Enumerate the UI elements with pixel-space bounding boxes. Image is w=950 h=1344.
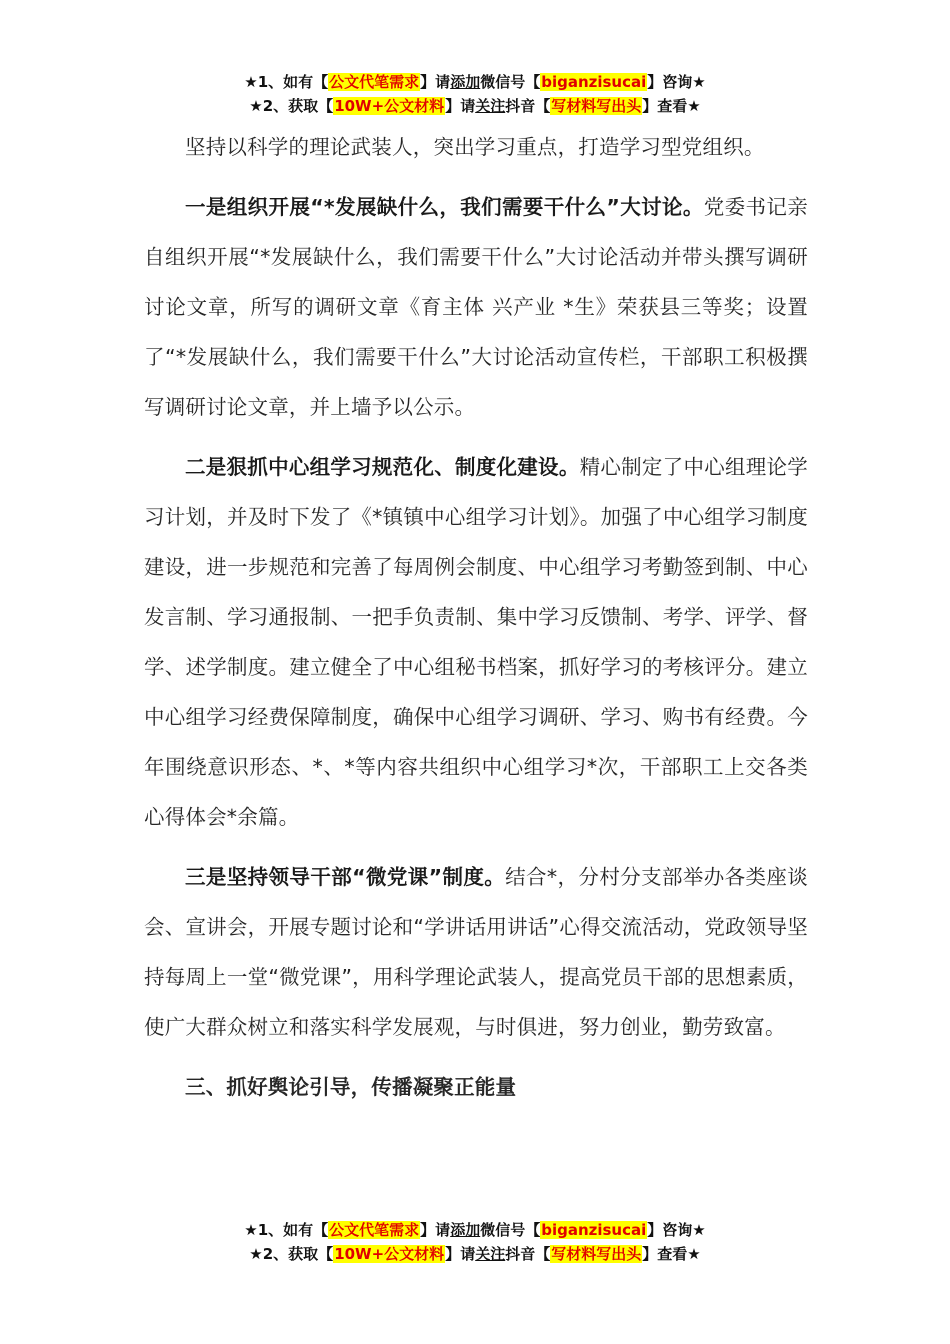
- section-heading: 三、抓好舆论引导，传播凝聚正能量: [185, 1075, 517, 1099]
- banner-underline: 添加: [450, 1221, 481, 1239]
- paragraph-text: 党委书记亲自组织开展“*发展缺什么，我们需要干什么”大讨论活动并带头撰写调研讨论文章，所写的调研文章《育主体 兴产业 *生》荣获县三等奖；设置了“*发展缺什么，我们需要干什么”大讨论活动宣传栏，干部职工积极撰写调研讨论文章，并上墙予以公示。: [144, 195, 809, 419]
- banner-text: 】查看★: [642, 97, 701, 115]
- banner-text: 】请: [445, 1245, 476, 1263]
- banner-text: 】咨询★: [647, 73, 706, 91]
- header-banner: [0, 70, 950, 118]
- paragraph-lead: 二是狠抓中心组学习规范化、制度化建设。: [185, 455, 580, 479]
- paragraph-lead: 一是组织开展“*发展缺什么，我们需要干什么”大讨论。: [185, 195, 704, 219]
- banner-underline: 关注: [475, 97, 506, 115]
- banner-text: 】请: [420, 73, 451, 91]
- banner-text: 抖音【: [505, 97, 551, 115]
- banner-line-1: [0, 1218, 950, 1242]
- paragraph-lead: 三是坚持领导干部“微党课”制度。: [185, 865, 506, 889]
- banner-highlight: 写材料写出头: [551, 97, 642, 115]
- banner-text: 抖音【: [505, 1245, 551, 1263]
- banner-highlight: 公文代笔需求: [329, 1221, 420, 1239]
- banner-highlight: 10W+公文材料: [334, 1245, 445, 1263]
- banner-highlight: 写材料写出头: [551, 1245, 642, 1263]
- banner-text: 】查看★: [642, 1245, 701, 1263]
- banner-text: 微信号【: [480, 1221, 541, 1239]
- banner-line-2: [0, 94, 950, 118]
- banner-highlight: 公文代笔需求: [329, 73, 420, 91]
- banner-line-1: [0, 70, 950, 94]
- paragraph-1: [144, 182, 808, 432]
- banner-text: ★1、如有【: [244, 1221, 329, 1239]
- paragraph-text: 结合*，分村分支部举办各类座谈会、宣讲会，开展专题讨论和“学讲话用讲话”心得交流活动，党政领导坚持每周上一堂“微党课”，用科学理论武装人，提高党员干部的思想素质，使广大群众树立和落实科学发展观，与时俱进，努力创业，勤劳致富。: [144, 865, 809, 1039]
- paragraph-3: [144, 852, 808, 1052]
- banner-text: ★2、获取【: [249, 1245, 334, 1263]
- banner-text: 】请: [420, 1221, 451, 1239]
- banner-text: 】咨询★: [647, 1221, 706, 1239]
- banner-text: ★2、获取【: [249, 97, 334, 115]
- banner-highlight: 10W+公文材料: [334, 97, 445, 115]
- paragraph-2: [144, 442, 808, 842]
- banner-underline: 添加: [450, 73, 481, 91]
- intro-paragraph: 坚持以科学的理论武装人，突出学习重点，打造学习型党组织。: [185, 135, 765, 159]
- banner-underline: 关注: [475, 1245, 506, 1263]
- banner-highlight: biganzisucai: [541, 1221, 647, 1239]
- banner-text: 】请: [445, 97, 476, 115]
- footer-banner: [0, 1218, 950, 1266]
- document-body: [144, 122, 808, 1122]
- banner-text: 微信号【: [480, 73, 541, 91]
- banner-highlight: biganzisucai: [541, 73, 647, 91]
- banner-line-2: [0, 1242, 950, 1266]
- banner-text: ★1、如有【: [244, 73, 329, 91]
- paragraph-text: 精心制定了中心组理论学习计划，并及时下发了《*镇镇中心组学习计划》。加强了中心组学习制度建设，进一步规范和完善了每周例会制度、中心组学习考勤签到制、中心发言制、学习通报制、一把手负责制、集中学习反馈制、考学、评学、督学、述学制度。建立健全了中心组秘书档案，抓好学习的考核评分。建立中心组学习经费保障制度，确保中心组学习调研、学习、购书有经费。今年围绕意识形态、*、*等内容共组织中心组学习*次，干部职工上交各类心得体会*余篇。: [144, 455, 808, 829]
